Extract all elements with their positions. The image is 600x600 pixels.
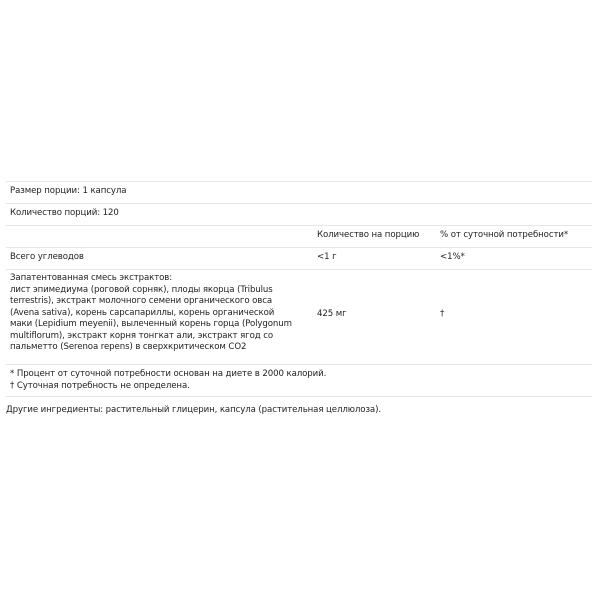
- footnotes: [10, 369, 410, 392]
- blend-line: terrestris), экстракт молочного семени органического овса: [10, 296, 273, 306]
- serving-size: Размер порции: 1 капсула: [10, 186, 127, 196]
- servings-per-container: Количество порций: 120: [10, 208, 119, 218]
- blend-line: маки (Lepidium meyenii), вылеченный корень горца (Polygonum: [10, 319, 292, 329]
- blend-line: лист эпимедиума (роговой сорняк), плоды якорца (Tribulus: [10, 284, 273, 295]
- table-row: [6, 269, 592, 364]
- other-ingredients: Другие ингредиенты: растительный глицерин, капсула (растительная целлюлоза).: [6, 405, 381, 415]
- footnotes-row: [6, 364, 592, 396]
- footnote-daily-value: * Процент от суточной потребности основан на диете в 2000 калорий.: [10, 369, 327, 379]
- proprietary-blend-description: [10, 273, 310, 354]
- footnote-not-established: † Суточная потребность не определена.: [10, 380, 190, 391]
- supplement-facts-table: [6, 181, 592, 397]
- servings-per-container-row: [6, 203, 592, 225]
- blend-daily-value: †: [440, 309, 445, 319]
- table-header-row: [6, 225, 592, 247]
- table-row: [6, 247, 592, 269]
- blend-amount: 425 мг: [317, 309, 347, 319]
- blend-line: Запатентованная смесь экстрактов:: [10, 273, 173, 283]
- nutrient-daily-value: <1%*: [440, 252, 465, 262]
- table-bottom-divider: [6, 396, 592, 397]
- blend-line: multiflorum), экстракт корня тонгкат али, экстракт ягод со: [10, 330, 273, 341]
- blend-line: пальметто (Serenoa repens) в сверхкритическом CO2: [10, 342, 247, 352]
- column-header-amount: Количество на порцию: [317, 230, 420, 240]
- column-header-daily-value: % от суточной потребности*: [440, 230, 569, 240]
- nutrient-amount: <1 г: [317, 252, 337, 262]
- serving-size-row: [6, 181, 592, 203]
- blend-line: (Avena sativa), корень сарсапариллы, корень органической: [10, 307, 275, 318]
- nutrient-name: Всего углеводов: [10, 252, 84, 262]
